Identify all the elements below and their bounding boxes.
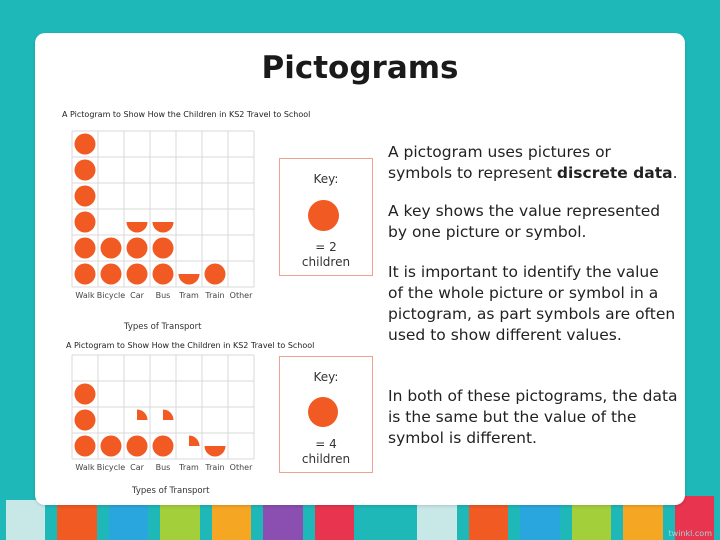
pictogram-part-symbol — [137, 410, 148, 421]
pictogram-symbol — [101, 238, 122, 259]
pictogram-part-symbol — [153, 222, 174, 233]
watermark: twinkl.com — [668, 529, 712, 538]
category-label: Walk — [75, 463, 95, 472]
pictogram-symbol — [75, 134, 96, 155]
paragraph1-end: . — [672, 164, 678, 182]
pictogram-symbol — [75, 384, 96, 405]
pictogram-part-symbol — [179, 274, 200, 285]
chart1-key-symbol — [308, 200, 339, 231]
category-label: Walk — [75, 291, 95, 300]
pictogram-chart-1 — [72, 131, 272, 306]
category-label: Other — [229, 463, 253, 472]
pictogram-symbol — [101, 436, 122, 457]
pictogram-symbol — [153, 264, 174, 285]
chart2-key — [279, 356, 373, 473]
chart1-key — [279, 158, 373, 276]
chart2-title: A Pictogram to Show How the Children in KS2 Travel to School — [66, 341, 315, 350]
category-label: Car — [130, 291, 144, 300]
paragraph-key-explanation: A key shows the value represented by one picture or symbol. — [388, 202, 661, 241]
page-title: Pictograms — [261, 50, 459, 86]
paragraph1-bold: discrete data — [556, 164, 673, 182]
pictogram-symbol — [205, 264, 226, 285]
pictogram-part-symbol — [205, 446, 226, 457]
paragraph-comparison: In both of these pictograms, the data is the same but the value of the symbol is different. — [388, 387, 678, 447]
paragraph1-text: A pictogram uses pictures or symbols to represent — [388, 143, 611, 182]
pictogram-symbol — [75, 238, 96, 259]
category-label: Car — [130, 463, 144, 472]
pictogram-part-symbol — [189, 436, 200, 447]
chart2-key-title: Key: — [313, 370, 339, 384]
stripe — [160, 502, 199, 540]
category-label: Tram — [179, 291, 199, 300]
pictogram-symbol — [75, 160, 96, 181]
chart2-key-value: = 4 children — [301, 437, 351, 466]
pictogram-symbol — [75, 410, 96, 431]
pictogram-symbol — [75, 212, 96, 233]
category-label: Train — [205, 291, 225, 300]
chart1-xlabel: Types of Transport — [124, 322, 202, 332]
chart1-key-title: Key: — [313, 172, 339, 186]
category-label: Other — [229, 291, 253, 300]
category-label: Bus — [155, 463, 171, 472]
pictogram-symbol — [153, 238, 174, 259]
paragraph-pictogram-definition — [388, 142, 678, 184]
stripe — [6, 500, 45, 540]
paragraph-part-symbols: It is important to identify the value of the whole picture or symbol in a pictogram, as part symbols are often used to show different values. — [388, 263, 676, 344]
chart1-key-value: = 2 children — [301, 240, 351, 269]
pictogram-symbol — [127, 436, 148, 457]
stripe — [366, 504, 405, 540]
pictogram-symbol — [75, 186, 96, 207]
stripe — [572, 500, 611, 540]
category-label: Bus — [155, 291, 171, 300]
pictogram-symbol — [75, 436, 96, 457]
pictogram-part-symbol — [163, 410, 174, 421]
category-label: Train — [205, 463, 225, 472]
pictogram-symbol — [101, 264, 122, 285]
category-label: Bicycle — [96, 463, 126, 472]
category-label: Bicycle — [96, 291, 126, 300]
chart1-title: A Pictogram to Show How the Children in KS2 Travel to School — [62, 110, 311, 119]
chart2-key-symbol — [308, 397, 338, 427]
chart2-xlabel: Types of Transport — [132, 486, 210, 496]
pictogram-part-symbol — [127, 222, 148, 233]
pictogram-chart-2 — [72, 355, 272, 490]
category-label: Tram — [179, 463, 199, 472]
pictogram-symbol — [153, 436, 174, 457]
pictogram-symbol — [75, 264, 96, 285]
pictogram-symbol — [127, 264, 148, 285]
pictogram-symbol — [127, 238, 148, 259]
